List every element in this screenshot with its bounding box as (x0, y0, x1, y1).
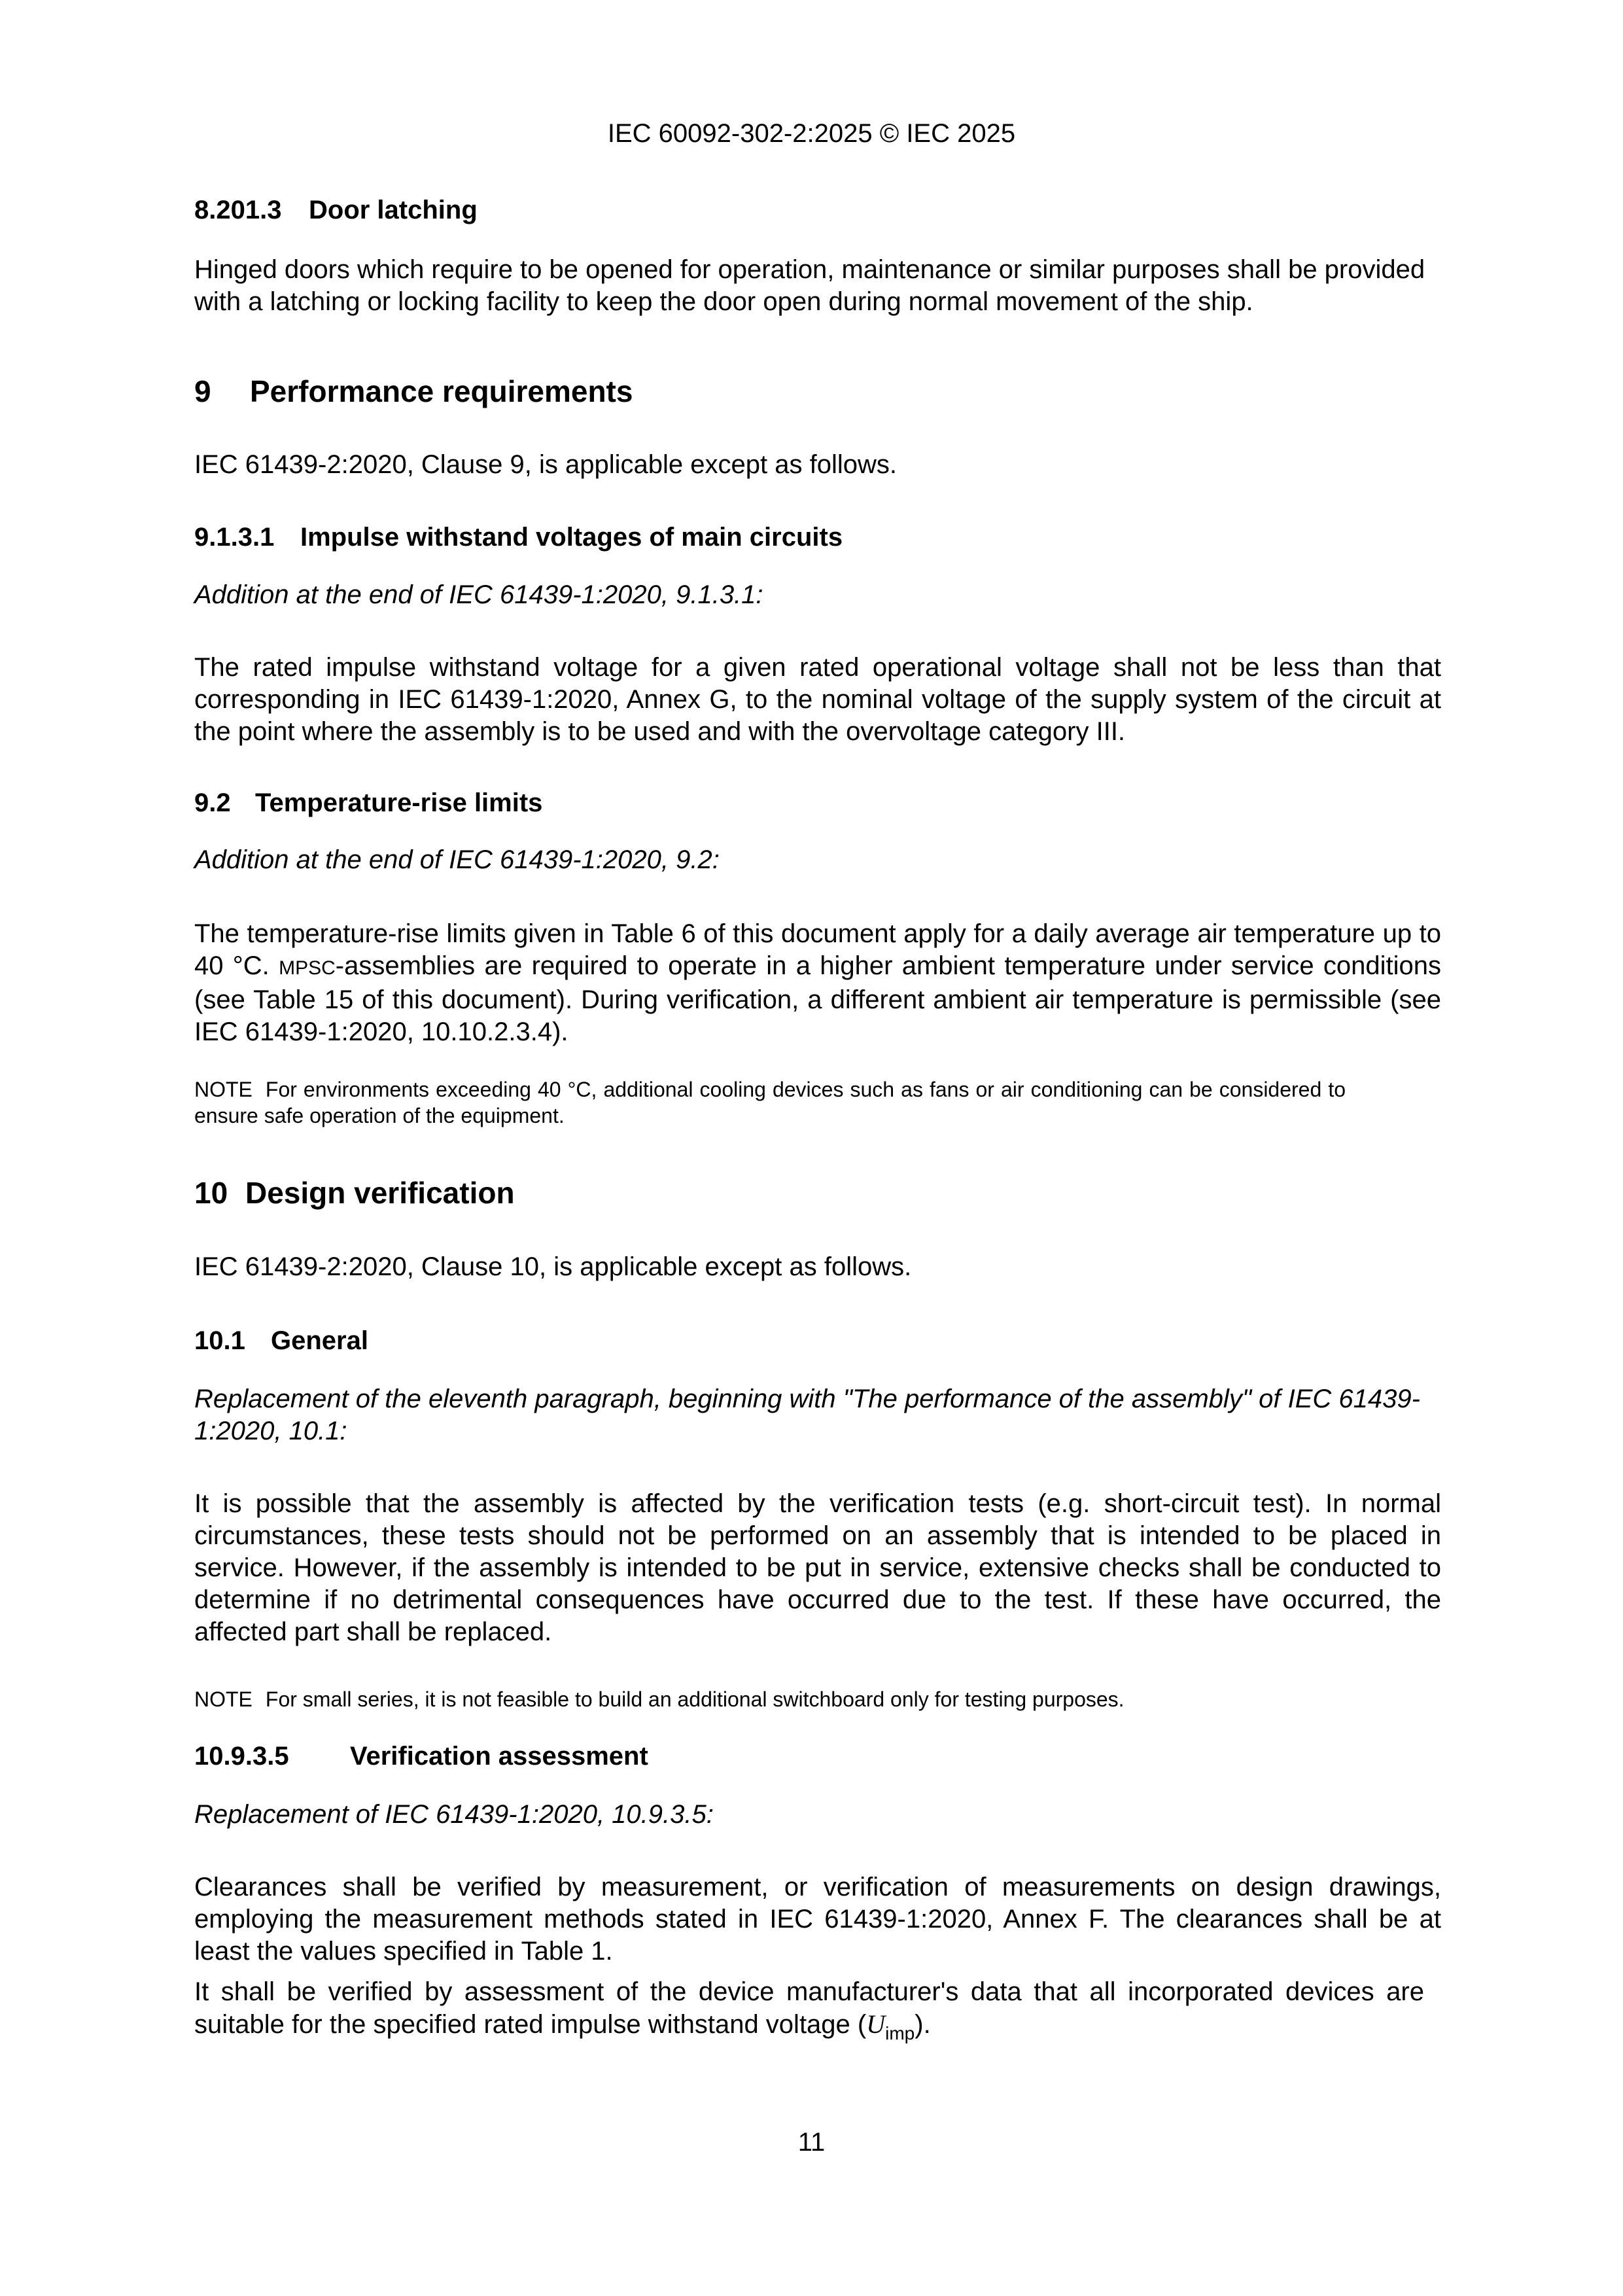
note-label: NOTE (194, 1687, 253, 1711)
section-number: 9 (194, 374, 211, 408)
heading-10-1 (194, 1325, 1441, 1356)
paragraph-verification-tests: It is possible that the assembly is affected by the verification tests (e.g. short-circuit test). In normal circumstances, these tests should not be performed on an assembly that is intended to be placed in service. However, if the assembly is intended to be put in service, extensive checks shall be conducted to determine if no detrimental consequences have occurred due to the test. If these have occurred, the affected part shall be replaced. (194, 1489, 1441, 1646)
note-text: For small series, it is not feasible to build an additional switchboard only for testing purposes. (265, 1687, 1125, 1711)
paragraph-temperature-rise (194, 918, 1441, 1048)
paragraph-clause-10-applicability: IEC 61439-2:2020, Clause 10, is applicable except as follows. (194, 1252, 912, 1281)
heading-9-1-3-1 (194, 521, 1441, 553)
symbol-u: U (866, 2009, 886, 2039)
section-number: 10.1 (194, 1326, 245, 1355)
note-text: For environments exceeding 40 °C, additional cooling devices such as fans or air conditioning can be considered to ensure safe operation of the equipment. (194, 1078, 1346, 1127)
section-number: 8.201.3 (194, 196, 282, 224)
instruction-10-1: Replacement of the eleventh paragraph, beginning with "The performance of the assembly" of IEC 61439-1:2020, 10.1: (194, 1385, 1420, 1445)
heading-9-2 (194, 787, 1441, 819)
paragraph-impulse-withstand: The rated impulse withstand voltage for a given rated operational voltage shall not be less than that corresponding in IEC 61439-1:2020, Annex G, to the nominal voltage of the supply system of the circuit at the point where the assembly is to be used and with the overvoltage category III. (194, 653, 1441, 746)
page-number: 11 (797, 2128, 826, 2157)
paragraph-door-latching: Hinged doors which require to be opened for operation, maintenance or similar purposes shall be provided with a latching or locking facility to keep the door open during normal movement of the ship. (194, 255, 1425, 316)
section-title: Impulse withstand voltages of main circuits (300, 523, 843, 552)
subscript-imp: imp (885, 2023, 915, 2043)
section-title: Verification assessment (350, 1742, 648, 1771)
heading-10-9-3-5 (194, 1740, 1441, 1772)
heading-9 (194, 373, 1441, 410)
paragraph-device-assessment (194, 1976, 1424, 2041)
section-number: 10 (194, 1176, 228, 1210)
paragraph-clause-9-applicability: IEC 61439-2:2020, Clause 9, is applicable except as follows. (194, 450, 897, 479)
smallcaps-mpsc: MPSC (279, 957, 336, 979)
section-number: 9.2 (194, 788, 231, 817)
section-title: Door latching (309, 196, 478, 224)
note-label: NOTE (194, 1078, 253, 1101)
paragraph-clearances: Clearances shall be verified by measurement, or verification of measurements on design drawings, employing the measurement methods stated in IEC 61439-1:2020, Annex F. The clearances shall be at least the values specified in Table 1. (194, 1873, 1441, 1966)
instruction-10-9-3-5: Replacement of IEC 61439-1:2020, 10.9.3.5: (194, 1800, 714, 1829)
section-number: 9.1.3.1 (194, 523, 275, 552)
section-title: General (271, 1326, 368, 1355)
section-title: Performance requirements (250, 374, 633, 408)
instruction-9-2: Addition at the end of IEC 61439-1:2020, 9.2: (194, 845, 720, 874)
text-run: ). (915, 2010, 931, 2039)
text-run: -assemblies are required to operate in a higher ambient temperature under service conditions (see Table 15 of this document). During verification, a different ambient air temperature is permissible (see IEC 61439-1:2020, 10.10.2.3.4). (194, 951, 1442, 1046)
note-temperature (194, 1076, 1346, 1129)
heading-10 (194, 1174, 1441, 1211)
running-header: IEC 60092-302-2:2025 © IEC 2025 (607, 119, 1016, 148)
text-run: It shall be verified by assessment of the device manufacturer's data that all incorporated devices are suitable for the specified rated impulse withstand voltage ( (194, 1977, 1424, 2039)
section-title: Temperature-rise limits (255, 788, 543, 817)
section-title: Design verification (245, 1176, 515, 1210)
note-small-series (194, 1686, 1441, 1712)
instruction-9-1-3-1: Addition at the end of IEC 61439-1:2020, 9.1.3.1: (194, 580, 763, 609)
text-run: The temperature-rise limits given in Table 6 of this document apply for a daily average air temperature up to 40 °C. (194, 919, 1441, 980)
section-number: 10.9.3.5 (194, 1742, 289, 1771)
heading-8-201-3 (194, 194, 1441, 226)
